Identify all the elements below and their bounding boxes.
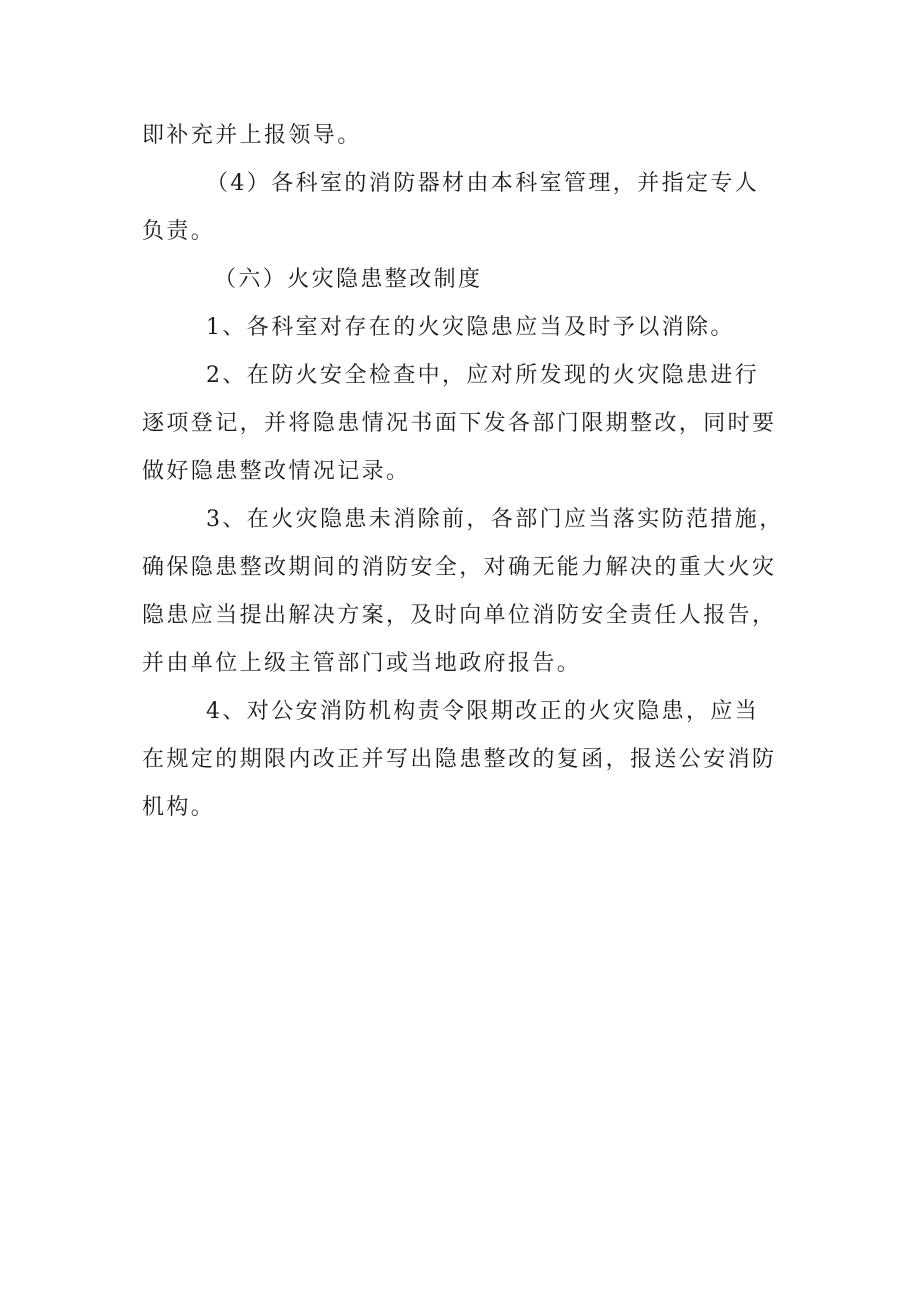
paragraph-line: 并由单位上级主管部门或当地政府报告。: [142, 651, 582, 676]
paragraph-line: 即补充并上报领导。: [142, 123, 362, 148]
paragraph-line: 2、在防火安全检查中，应对所发现的火灾隐患进行: [206, 363, 760, 388]
paragraph-line: 3、在火灾隐患未消除前，各部门应当落实防范措施，: [206, 507, 784, 532]
paragraph-line: 逐项登记，并将隐患情况书面下发各部门限期整改，同时要: [142, 411, 777, 436]
paragraph-line: 机构。: [142, 795, 216, 820]
paragraph-line: （4）各科室的消防器材由本科室管理，并指定专人: [206, 171, 760, 196]
paragraph-line: 1、各科室对存在的火灾隐患应当及时予以消除。: [206, 315, 735, 340]
section-heading: （六）火灾隐患整改制度: [214, 267, 483, 292]
paragraph-line: 做好隐患整改情况记录。: [142, 459, 411, 484]
paragraph-line: 确保隐患整改期间的消防安全，对确无能力解决的重大火灾: [142, 555, 777, 580]
document-body: [142, 112, 792, 832]
paragraph-line: 在规定的期限内改正并写出隐患整改的复函，报送公安消防: [142, 747, 777, 772]
paragraph-line: 4、对公安消防机构责令限期改正的火灾隐患，应当: [206, 699, 760, 724]
paragraph-line: 负责。: [142, 219, 216, 244]
paragraph-line: 隐患应当提出解决方案，及时向单位消防安全责任人报告，: [142, 603, 777, 628]
